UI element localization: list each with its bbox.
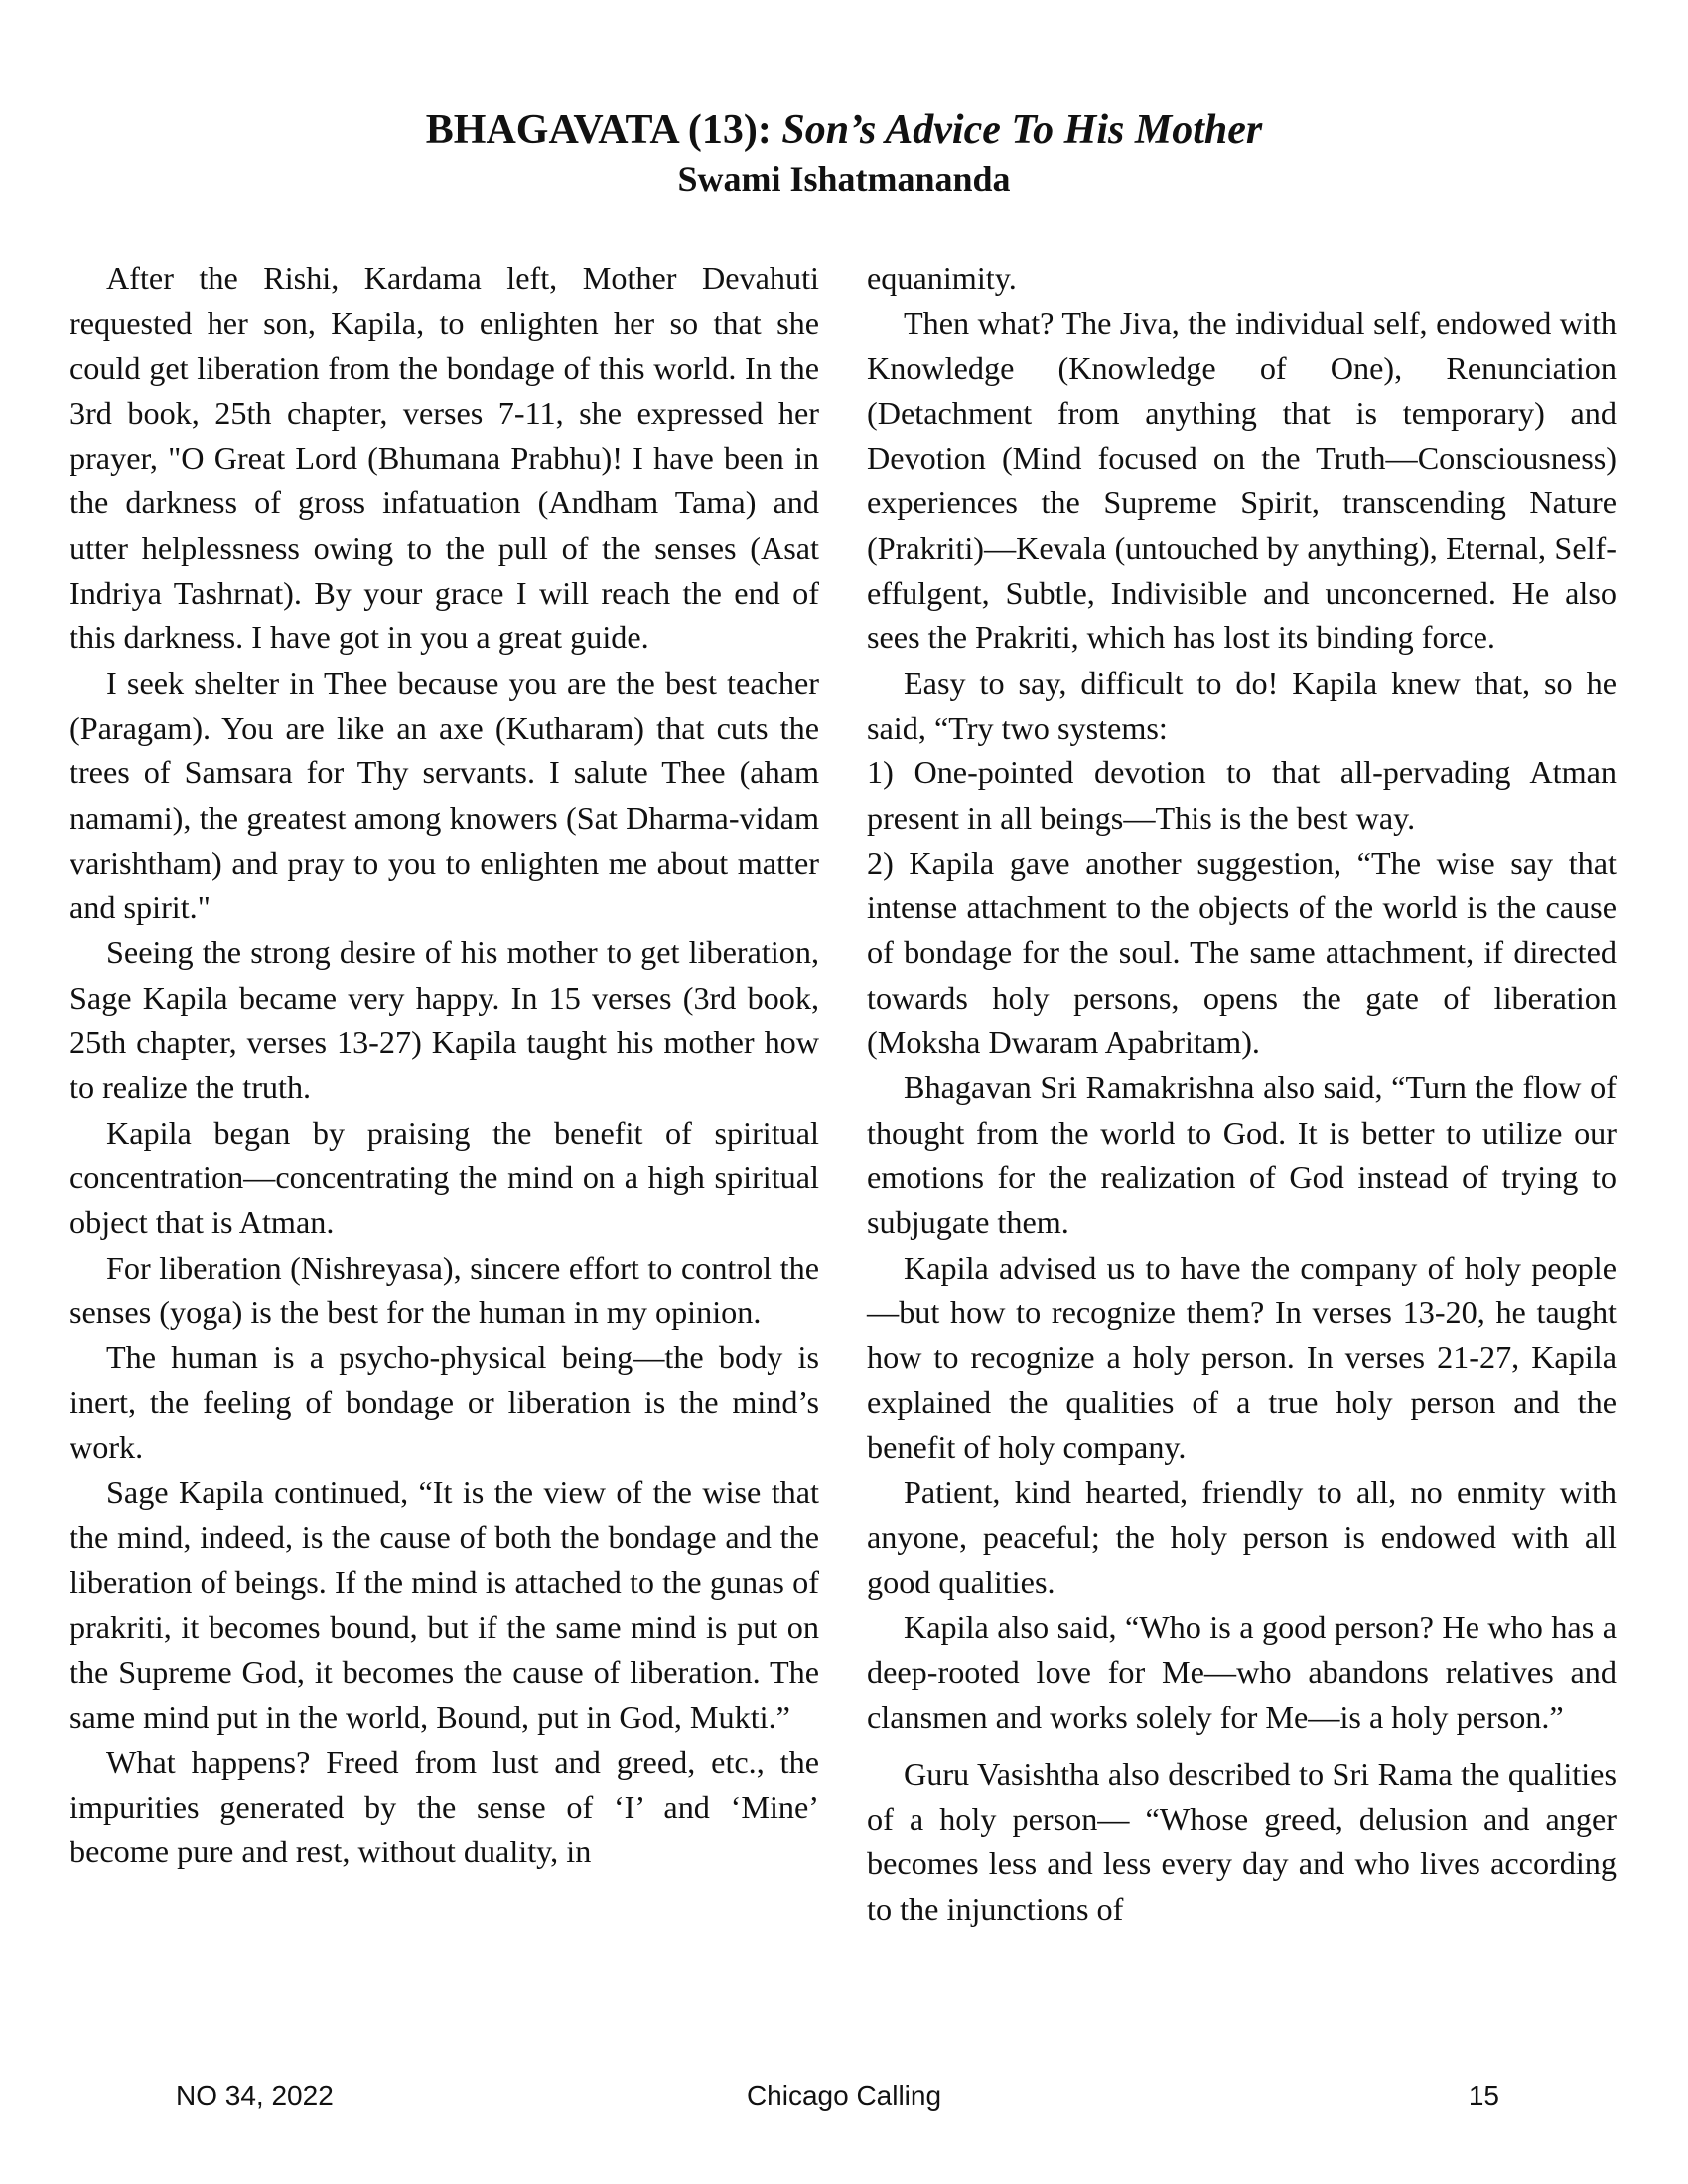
paragraph: Seeing the strong desire of his mother to get liberation, Sage Kapila became very happy. In 15 verses (3rd book, 25th chapter, verses 13-27) Kapila taught his mother how to realize the truth. <box>70 934 819 1106</box>
paragraph: I seek shelter in Thee because you are the best teacher (Paragam). You are like an axe (Kutharam) that cuts the trees of Samsara for Thy servants. I salute Thee (aham namami), the greatest among knowers (Sat Dharma-vidam varishtham) and pray to you to enlighten me about matter and spirit." <box>70 664 819 926</box>
article-title <box>0 104 1688 156</box>
paragraph: Sage Kapila continued, “It is the view of the wise that the mind, indeed, is the cause of both the bondage and the liberation of beings. If the mind is attached to the gunas of prakriti, it becomes bound, but if the same mind is put on the Supreme God, it becomes the cause of liberation. The same mind put in the world, Bound, put in God, Mukti.” <box>70 1474 819 1735</box>
article-subtitle: Son’s Advice To His Mother <box>781 107 1263 153</box>
list-item: 2) Kapila gave another suggestion, “The wise say that intense attachment to the objects of the world is the cause of bondage for the soul. The same attachment, if directed towards holy persons, opens the gate of liberation (Moksha Dwaram Apabritam). <box>867 844 1617 1061</box>
paragraph: For liberation (Nishreyasa), sincere effort to control the senses (yoga) is the best for the human in my opinion. <box>70 1249 819 1330</box>
paragraph: Kapila advised us to have the company of holy people—but how to recognize them? In verses 13-20, he taught how to recognize a holy person. In verses 21-27, Kapila explained the qualities of a true holy person and the benefit of holy company. <box>867 1249 1617 1465</box>
paragraph: Then what? The Jiva, the individual self, endowed with Knowledge (Knowledge of One), Renunciation (Detachment from anything that is temporary) and Devotion (Mind focused on the Truth—Consciousness) experiences the Supreme Spirit, transcending Nature (Prakriti)—Kevala (untouched by anything), Eternal, Self-effulgent, Subtle, Indivisible and unconcerned. He also sees the Prakriti, which has lost its binding force. <box>867 305 1617 656</box>
paragraph: Guru Vasishtha also described to Sri Rama the qualities of a holy person— “Whose greed, delusion and anger becomes less and less every day and who lives according to the injunctions of <box>867 1755 1617 1927</box>
paragraph: Kapila also said, “Who is a good person? He who has a deep-rooted love for Me—who abandons relatives and clansmen and works solely for Me—is a holy person.” <box>867 1608 1617 1735</box>
footer-issue: NO 34, 2022 <box>176 2080 334 2111</box>
paragraph: The human is a psycho-physical being—the body is inert, the feeling of bondage or liberation is the mind’s work. <box>70 1339 819 1465</box>
paragraph: After the Rishi, Kardama left, Mother Devahuti requested her son, Kapila, to enlighten her so that she could get liberation from the bondage of this world. In the 3rd book, 25th chapter, verses 7-11, she expressed her prayer, "O Great Lord (Bhumana Prabhu)! I have been in the darkness of gross infatuation (Andham Tama) and utter helplessness owing to the pull of the senses (Asat Indriya Tashrnat). By your grace I will reach the end of this darkness. I have got in you a great guide. <box>70 260 819 656</box>
paragraph: equanimity. <box>867 260 1017 296</box>
paragraph: Kapila began by praising the benefit of spiritual concentration—concentrating the mind on a high spiritual object that is Atman. <box>70 1114 819 1241</box>
paragraph: Easy to say, difficult to do! Kapila knew that, so he said, “Try two systems: <box>867 664 1617 746</box>
article-header <box>0 104 1688 202</box>
right-column <box>867 256 1617 1932</box>
footer-publication: Chicago Calling <box>746 2080 942 2111</box>
paragraph: Bhagavan Sri Ramakrishna also said, “Turn the flow of thought from the world to God. It is better to utilize our emotions for the realization of God instead of trying to subjugate them. <box>867 1069 1617 1241</box>
left-column <box>70 256 819 1875</box>
list-item: 1) One-pointed devotion to that all-pervading Atman present in all beings—This is the best way. <box>867 754 1617 836</box>
article-series: BHAGAVATA (13): <box>425 107 772 153</box>
page-footer <box>0 2080 1688 2119</box>
paragraph: What happens? Freed from lust and greed, etc., the impurities generated by the sense of ‘I’ and ‘Mine’ become pure and rest, without duality, in <box>70 1743 819 1870</box>
footer-page-number: 15 <box>1468 2080 1499 2111</box>
paragraph: Patient, kind hearted, friendly to all, no enmity with anyone, peaceful; the holy person is endowed with all good qualities. <box>867 1474 1617 1600</box>
article-author: Swami Ishatmananda <box>677 159 1011 199</box>
